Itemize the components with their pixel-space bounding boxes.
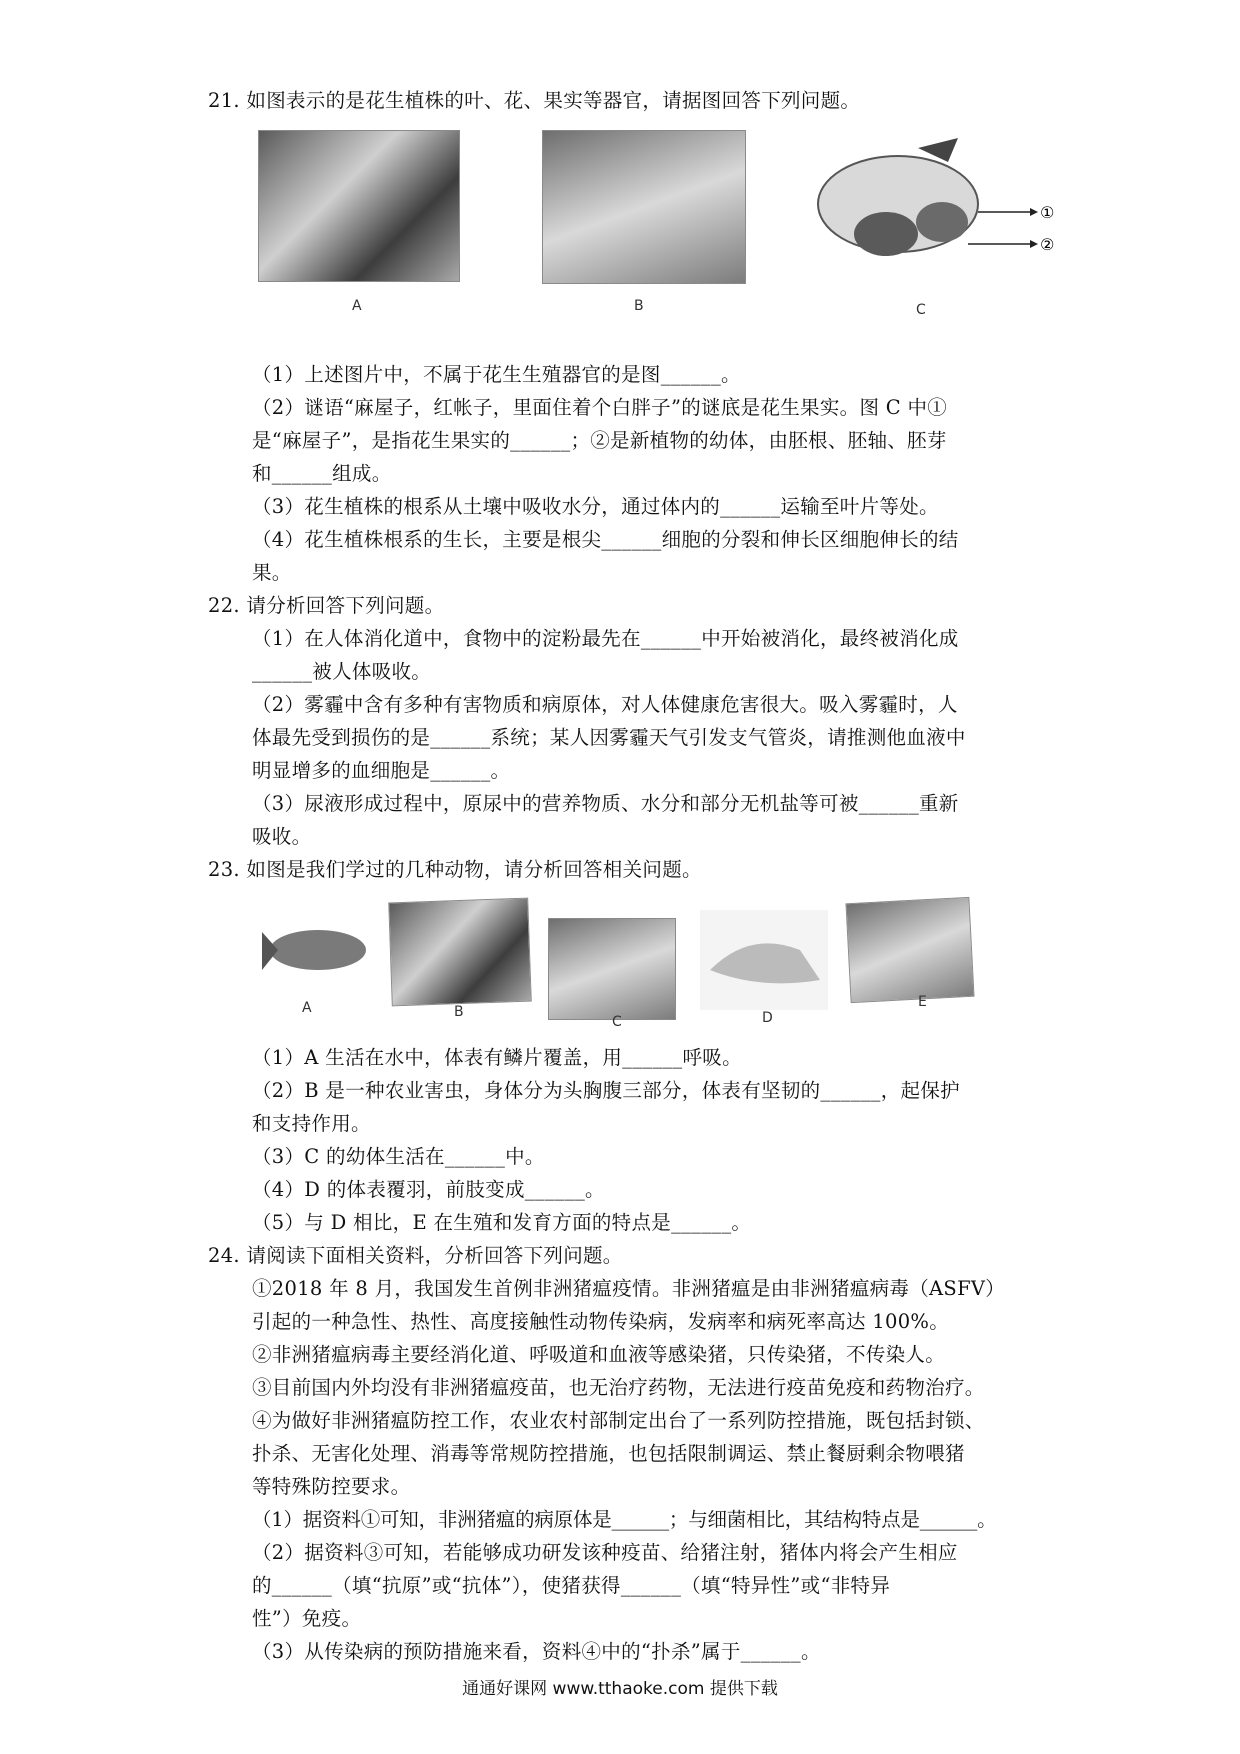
peanut-seed-left (854, 212, 918, 256)
figure-c-frog (548, 918, 676, 1020)
figure-label-c: C (916, 302, 926, 318)
q23-line-6: （5）与 D 相比，E 在生殖和发育方面的特点是______。 (252, 1211, 752, 1234)
animal-label-c: C (612, 1014, 622, 1030)
q22-line-7: 吸收。 (252, 825, 312, 848)
q23-line-1: （1）A 生活在水中，体表有鳞片覆盖，用______呼吸。 (252, 1046, 742, 1069)
figure-label-b: B (634, 298, 644, 314)
q22-line-5: 明显增多的血细胞是______。 (252, 759, 511, 782)
figure-b-locust (388, 898, 532, 1007)
q22-title: 22. 请分析回答下列问题。 (208, 594, 445, 617)
figure-d-bird (700, 910, 828, 1010)
footer-source: 通通好课网 www.tthaoke.com 提供下载 (462, 1679, 778, 1699)
callout-label-1: ① (1040, 203, 1055, 222)
q22-line-4: 体最先受到损伤的是______系统；某人因雾霾天气引发支气管炎，请推测他血液中 (252, 726, 966, 749)
q23-title: 23. 如图是我们学过的几种动物，请分析回答相关问题。 (208, 858, 702, 881)
figure-a-peanut-leaves (258, 130, 460, 282)
callout-label-2: ② (1040, 235, 1055, 254)
q24-line-2: （2）据资料③可知，若能够成功研发该种疫苗、给猪注射，猪体内将会产生相应 (252, 1541, 958, 1564)
animal-label-e: E (918, 994, 927, 1010)
q23-line-4: （3）C 的幼体生活在______中。 (252, 1145, 545, 1168)
q22-line-6: （3）尿液形成过程中，原尿中的营养物质、水分和部分无机盐等可被______重新 (252, 792, 959, 815)
q24-material-1b: 引起的一种急性、热性、高度接触性动物传染病，发病率和病死率高达 100%。 (252, 1310, 950, 1333)
q23-line-3: 和支持作用。 (252, 1112, 371, 1135)
q22-line-2: ______被人体吸收。 (252, 660, 432, 683)
figure-c-peanut-fruit (808, 134, 1068, 284)
q22-line-3: （2）雾霾中含有多种有害物质和病原体，对人体健康危害很大。吸入雾霾时，人 (252, 693, 958, 716)
q24-line-4: 性”）免疫。 (252, 1607, 362, 1630)
q21-line-2: （2）谜语“麻屋子，红帐子，里面住着个白胖子”的谜底是花生果实。图 C 中① (252, 396, 948, 419)
callout-arrow-1 (1030, 208, 1038, 216)
q24-material-4a: ④为做好非洲猪瘟防控工作，农业农村部制定出台了一系列防控措施，既包括封锁、 (252, 1409, 985, 1432)
figure-e-dog (845, 897, 974, 1003)
q24-title: 24. 请阅读下面相关资料，分析回答下列问题。 (208, 1244, 623, 1267)
callout-arrow-2 (1030, 240, 1038, 248)
figure-label-a: A (352, 298, 362, 314)
q24-line-1: （1）据资料①可知，非洲猪瘟的病原体是______；与细菌相比，其结构特点是______。 (252, 1508, 997, 1531)
q23-line-2: （2）B 是一种农业害虫，身体分为头胸腹三部分，体表有坚韧的______，起保护 (252, 1079, 960, 1102)
q24-line-3: 的______（填“抗原”或“抗体”），使猪获得______（填“特异性”或“非特异 (252, 1574, 891, 1597)
q24-material-3: ③目前国内外均没有非洲猪瘟疫苗，也无治疗药物，无法进行疫苗免疫和药物治疗。 (252, 1376, 985, 1399)
q23-line-5: （4）D 的体表覆羽，前肢变成______。 (252, 1178, 605, 1201)
q21-line-4: 和______组成。 (252, 462, 392, 485)
peanut-seed-right (916, 202, 968, 242)
q24-material-4c: 等特殊防控要求。 (252, 1475, 411, 1498)
animal-label-b: B (454, 1004, 464, 1020)
q24-line-5: （3）从传染病的预防措施来看，资料④中的“扑杀”属于______。 (252, 1640, 821, 1663)
q22-line-1: （1）在人体消化道中，食物中的淀粉最先在______中开始被消化，最终被消化成 (252, 627, 959, 650)
animal-label-a: A (302, 1000, 312, 1016)
q24-material-4b: 扑杀、无害化处理、消毒等常规防控措施，也包括限制调运、禁止餐厨剩余物喂猪 (252, 1442, 965, 1465)
q24-material-2: ②非洲猪瘟病毒主要经消化道、呼吸道和血液等感染猪，只传染猪，不传染人。 (252, 1343, 946, 1366)
fish-tail-shape (262, 932, 278, 970)
q21-title: 21. 如图表示的是花生植株的叶、花、果实等器官，请据图回答下列问题。 (208, 89, 861, 112)
q21-line-6: （4）花生植株根系的生长，主要是根尖______细胞的分裂和伸长区细胞伸长的结 (252, 528, 959, 551)
q21-line-5: （3）花生植株的根系从土壤中吸收水分，通过体内的______运输至叶片等处。 (252, 495, 939, 518)
fish-body-shape (270, 930, 366, 970)
figure-a-fish (256, 910, 386, 1000)
q21-line-3: 是“麻屋子”，是指花生果实的______；②是新植物的幼体，由胚根、胚轴、胚芽 (252, 429, 947, 452)
q24-material-1a: ①2018 年 8 月，我国发生首例非洲猪瘟疫情。非洲猪瘟是由非洲猪瘟病毒（ASFV） (252, 1277, 1006, 1300)
figure-b-peanut-flower (542, 130, 746, 284)
animal-label-d: D (762, 1010, 773, 1026)
bird-body-shape (710, 943, 820, 983)
q21-line-7: 果。 (252, 561, 292, 584)
q21-line-1: （1）上述图片中，不属于花生生殖器官的是图______。 (252, 363, 741, 386)
